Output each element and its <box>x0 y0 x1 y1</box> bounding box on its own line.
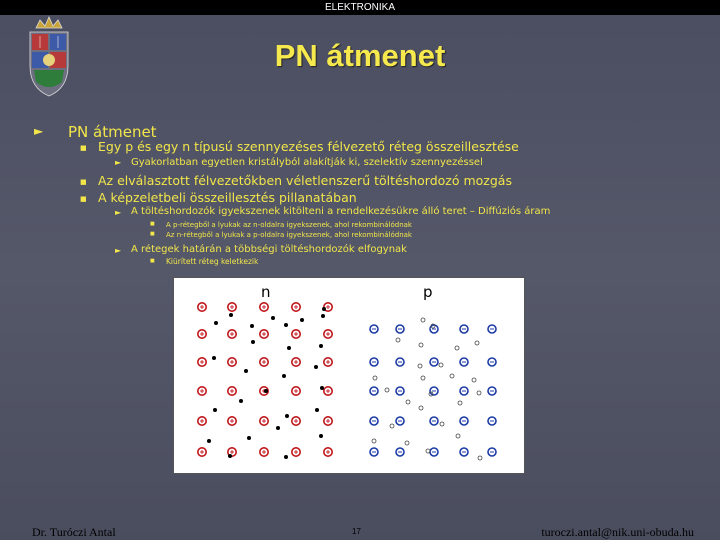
outline-level3-b: A töltéshordozók igyekszenek kitölteni a rendelkezésükre álló teret – Diffúziós áram <box>131 206 551 217</box>
hole <box>475 341 479 345</box>
bullet-arrow-icon: ► <box>115 208 122 217</box>
free-electron <box>282 374 286 378</box>
hole <box>373 376 377 380</box>
hole <box>385 388 389 392</box>
hole <box>458 401 462 405</box>
hole <box>418 364 422 368</box>
free-electron <box>239 399 243 403</box>
p-region-label: p <box>423 283 433 301</box>
free-electron <box>271 316 275 320</box>
free-electron <box>300 318 304 322</box>
free-electron <box>319 434 323 438</box>
free-electron <box>213 408 217 412</box>
footer-author: Dr. Turóczi Antal <box>32 525 116 539</box>
hole <box>419 343 423 347</box>
hole <box>421 376 425 380</box>
free-electron <box>229 313 233 317</box>
hole <box>405 441 409 445</box>
free-electron <box>315 408 319 412</box>
free-electron <box>207 439 211 443</box>
free-electron <box>244 369 248 373</box>
hole <box>477 391 481 395</box>
pn-junction-diagram <box>173 277 525 474</box>
hole <box>390 424 394 428</box>
header-title: ELEKTRONIKA <box>324 2 396 13</box>
free-electron <box>319 344 323 348</box>
hole <box>396 338 400 342</box>
bullet-square-icon: ■ <box>150 258 155 264</box>
outline-level4-a: A p-rétegből a lyukak az n-oldalra igyekszenek, ahol rekombinálódnak <box>166 221 412 229</box>
hole <box>455 346 459 350</box>
free-electron <box>276 426 280 430</box>
bullet-square-icon: ■ <box>80 195 87 203</box>
hole <box>421 318 425 322</box>
hole <box>456 434 460 438</box>
free-electron <box>284 323 288 327</box>
free-electron <box>314 365 318 369</box>
outline-level2-c: A képzeletbeli összeillesztés pillanatában <box>98 190 357 205</box>
hole <box>406 400 410 404</box>
n-region-label: n <box>261 283 271 301</box>
bullet-square-icon: ■ <box>150 221 155 227</box>
outline-level4-b: Az n-rétegből a lyukak a p-oldalra igyekszenek, ahol rekombinálódnak <box>166 231 412 239</box>
outline-level2-a: Egy p és egy n típusú szennyezéses félvezető réteg összeillesztése <box>98 139 519 154</box>
free-electron <box>285 414 289 418</box>
bullet-square-icon: ■ <box>150 231 155 237</box>
bullet-square-icon: ■ <box>80 178 87 186</box>
free-electron <box>264 389 268 393</box>
outline-level3-c: A rétegek határán a többségi töltéshordozók elfogynak <box>131 244 407 255</box>
hole <box>372 439 376 443</box>
free-electron <box>321 314 325 318</box>
page-number: 17 <box>352 527 361 536</box>
free-electron <box>250 324 254 328</box>
outline-level3-a: Gyakorlatban egyetlen kristályból alakítják ki, szelektív szennyezéssel <box>131 157 483 168</box>
free-electron <box>284 455 288 459</box>
header-bar <box>0 0 720 15</box>
footer-email: turoczi.antal@nik.uni-obuda.hu <box>541 525 694 539</box>
hole <box>450 374 454 378</box>
bullet-square-icon: ■ <box>80 144 87 152</box>
bullet-arrow-icon: ► <box>34 124 44 138</box>
free-electron <box>214 321 218 325</box>
free-electron <box>212 356 216 360</box>
hole <box>439 363 443 367</box>
slide-title: PN átmenet <box>274 38 446 73</box>
free-electron <box>320 386 324 390</box>
free-electron <box>251 340 255 344</box>
hole <box>478 456 482 460</box>
outline-level2-b: Az elválasztott félvezetőkben véletlenszerű töltéshordozó mozgás <box>98 173 512 188</box>
free-electron <box>228 454 232 458</box>
carrier-particles <box>174 278 526 475</box>
hole <box>440 422 444 426</box>
outline-level1: PN átmenet <box>68 123 157 141</box>
bullet-arrow-icon: ► <box>115 246 122 255</box>
hole <box>472 378 476 382</box>
hole <box>419 406 423 410</box>
free-electron <box>287 346 291 350</box>
free-electron <box>247 436 251 440</box>
free-electron <box>322 307 326 311</box>
bullet-arrow-icon: ► <box>115 158 122 167</box>
outline-level4-c: Kiürített réteg keletkezik <box>166 257 259 266</box>
